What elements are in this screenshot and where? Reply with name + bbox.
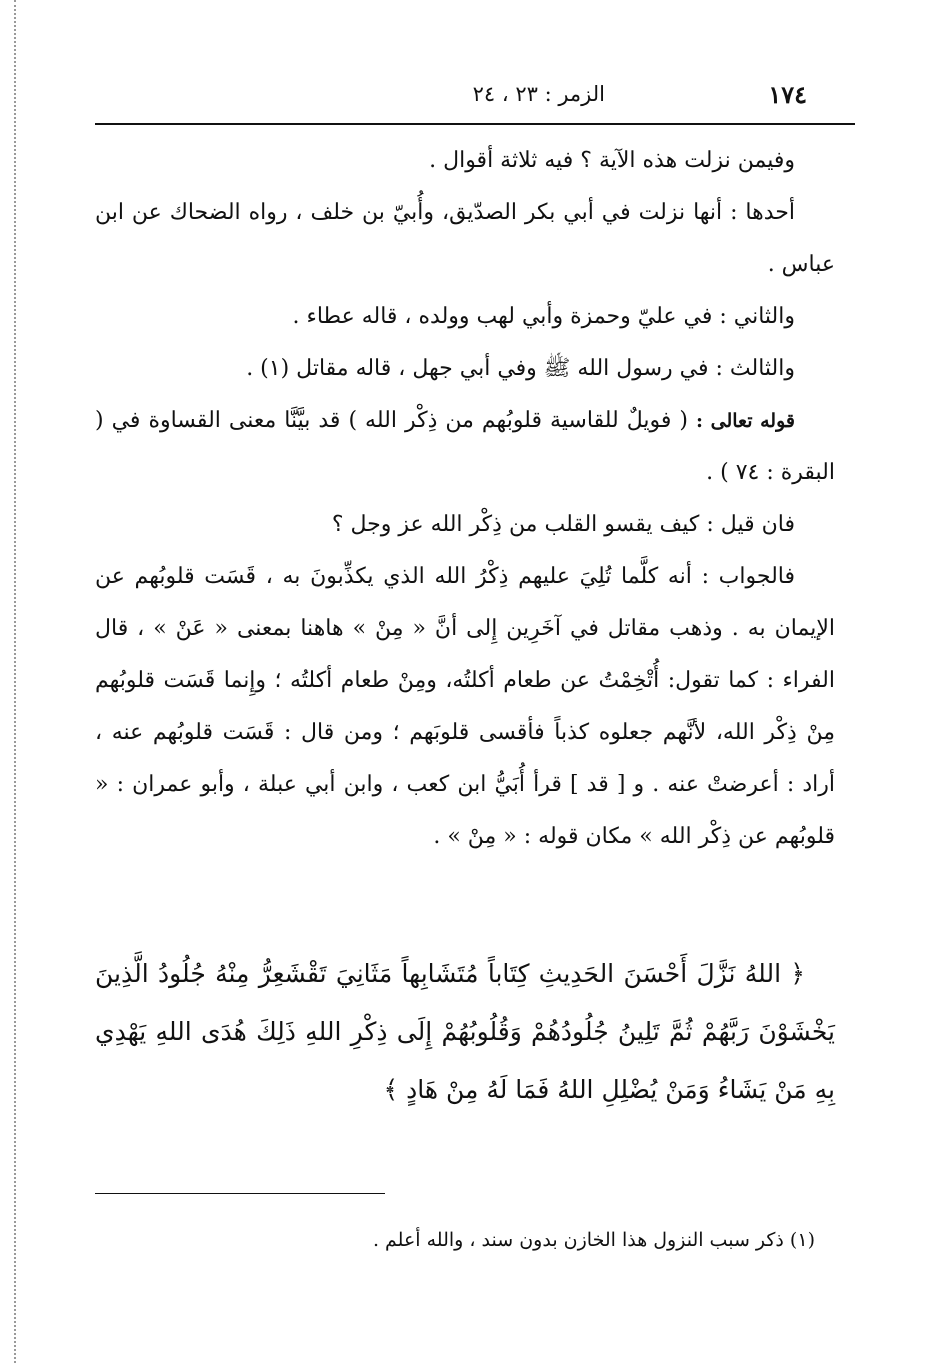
footnote: (١) ذكر سبب النزول هذا الخازن بدون سند ، والله أعلم . bbox=[372, 1229, 815, 1251]
footnote-rule bbox=[95, 1193, 385, 1194]
running-head: الزمر : ٢٣ ، ٢٤ bbox=[472, 82, 605, 106]
paragraph-text: والثالث : في رسول الله ﷺ وفي أبي جهل ، قاله مقاتل (١) . bbox=[246, 356, 795, 381]
paragraph-text: فالجواب : أنه كلَّما تُلِيَ عليهم ذِكْرُ الله الذي يكذِّبونَ به ، قَسَت قلوبُهم عن الإيمان به . وذهب مقاتل في آخَرِين إِلى أنَّ « مِنْ » هاهنا بمعنى « عَنْ » ، قال الفراء : كما تقول: أُتْخِمْتُ عن طعام أكلتُه، ومِنْ طعام أكلتُه ؛ وإِنما قَسَت قلوبُهم مِنْ ذِكْر الله، لأنَّهم جعلوه كذباً فأقسى قلوبَهم ؛ ومن قال : قَسَت قلوبُهم عنه ، أراد : أعرضتْ عنه . و [ قد ] قرأ أُبَيُّ ابن كعب ، وابن أبي عبلة ، وأبو عمران : « قلوبُهم عن ذِكْر الله » مكان قوله : « مِنْ » . bbox=[95, 564, 835, 849]
paragraph-second-opinion bbox=[95, 291, 835, 343]
paragraph-third-opinion bbox=[95, 343, 835, 395]
paragraph-text: أحدها : أنها نزلت في أبي بكر الصدّيق، وأُبيّ بن خلف ، رواه الضحاك عن ابن عباس . bbox=[95, 200, 835, 277]
paragraph-commentary bbox=[95, 395, 835, 499]
paragraph-text: وفيمن نزلت هذه الآية ؟ فيه ثلاثة أقوال . bbox=[429, 148, 795, 173]
header-rule bbox=[95, 123, 855, 125]
paragraph-lead: قوله تعالى : bbox=[695, 410, 795, 432]
paragraph-text: والثاني : في عليّ وحمزة وأبي لهب وولده ، قاله عطاء . bbox=[292, 304, 795, 329]
paragraph-intro bbox=[95, 135, 835, 187]
paragraph-answer bbox=[95, 551, 835, 863]
binding-gutter-dots bbox=[14, 0, 16, 1363]
book-page bbox=[95, 0, 855, 1363]
paragraph-question bbox=[95, 499, 835, 551]
page-number: ١٧٤ bbox=[768, 80, 807, 109]
paragraph-first-opinion bbox=[95, 187, 835, 291]
paragraph-text: فان قيل : كيف يقسو القلب من ذِكْر الله عز وجل ؟ bbox=[331, 512, 795, 537]
paragraph-text: ( فويلٌ للقاسية قلوبُهم من ذِكْر الله ) قد بيَّنَّا معنى القساوة في ( البقرة : ٧٤ ) . bbox=[95, 408, 835, 485]
quran-verse: ﴿ اللهُ نَزَّلَ أَحْسَنَ الحَدِيثِ كِتَاباً مُتَشَابِهاً مَثَانِيَ تَقْشَعِرُّ مِنْهُ جُلُودُ الَّذِينَ يَخْشَوْنَ رَبَّهُمْ ثُمَّ تَلِينُ جُلُودُهُمْ وَقُلُوبُهُمْ إِلَى ذِكْرِ اللهِ ذَلِكَ هُدَى اللهِ يَهْدِي بِهِ مَنْ يَشَاءُ وَمَنْ يُضْلِلِ اللهُ فَمَا لَهُ مِنْ هَادٍ ﴾ bbox=[95, 959, 835, 1104]
body-text bbox=[95, 135, 835, 863]
page-header bbox=[95, 80, 855, 116]
